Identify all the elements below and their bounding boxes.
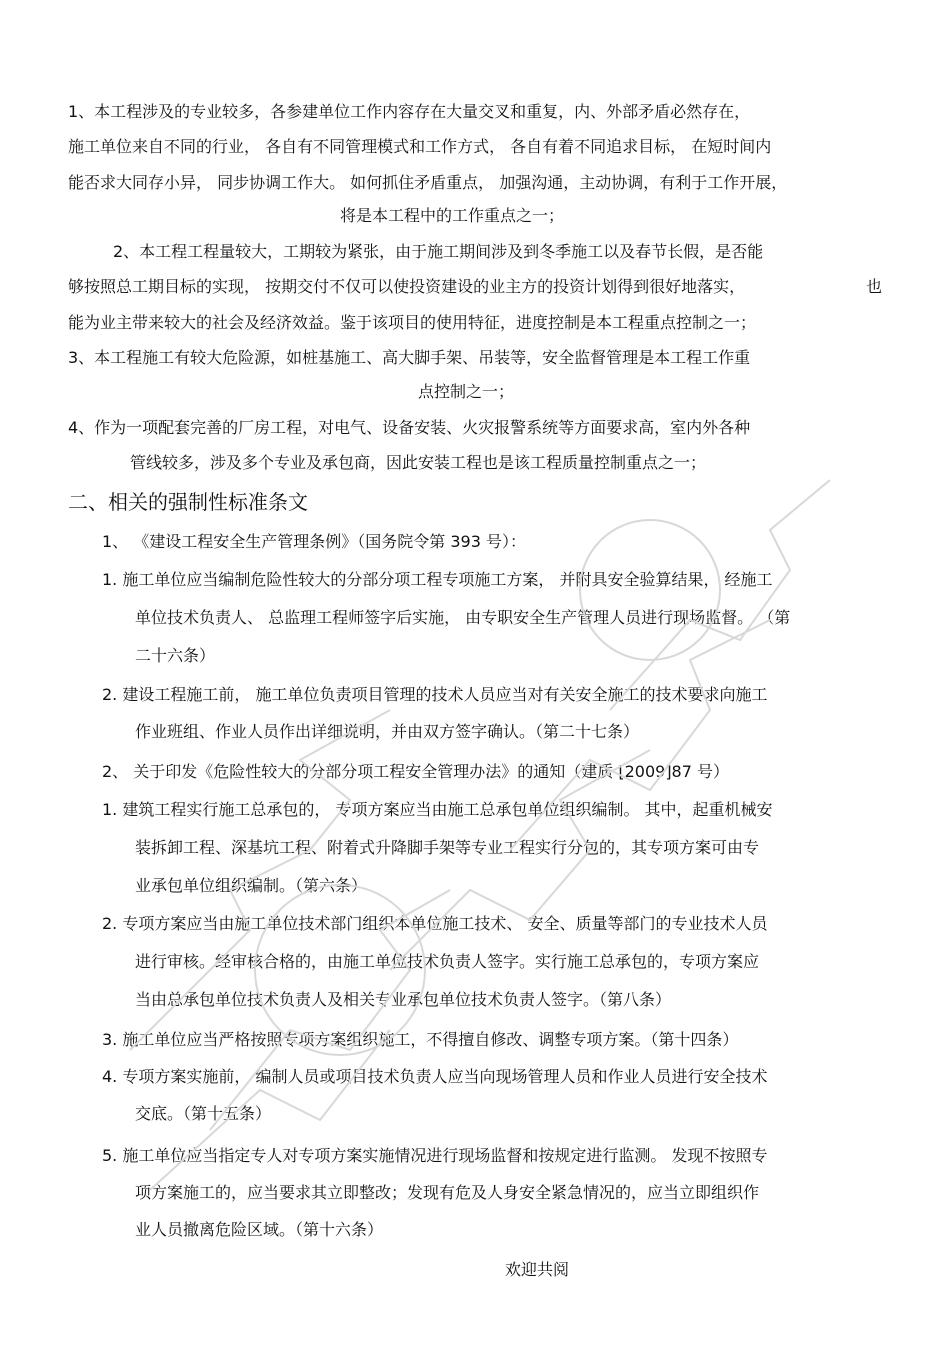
paragraph-line: 施工单位来自不同的行业， 各自有不同管理模式和工作方式， 各自有着不同追求目标， 在短时间内 [68, 137, 772, 156]
list-item-line: 1. 施工单位应当编制危险性较大的分部分项工程专项施工方案， 并附具安全验算结果， 经施工 [102, 570, 773, 589]
paragraph-line: 点控制之一； [418, 382, 515, 401]
section-heading: 二、相关的强制性标准条文 [68, 490, 308, 514]
paragraph-line: 将是本工程中的工作重点之一； [340, 206, 565, 225]
paragraph-line: 够按照总工期目标的实现， 按期交付不仅可以使投资建设的业主方的投资计划得到很好地落实， [68, 277, 746, 296]
paragraph-line: 4、作为一项配套完善的厂房工程，对电气、设备安装、火灾报警系统等方面要求高，室内外各种 [68, 418, 751, 437]
list-item-line: 2. 专项方案应当由施工单位技术部门组织本单位施工技术、 安全、质量等部门的专业技术人员 [102, 914, 768, 933]
list-item-line: 项方案施工的，应当要求其立即整改；发现有危及人身安全紧急情况的，应当立即组织作 [135, 1183, 760, 1202]
paragraph-line: 管线较多，涉及多个专业及承包商，因此安装工程也是该工程质量控制重点之一； [130, 453, 707, 472]
list-item-line: 作业班组、作业人员作出详细说明，并由双方签字确认。（第二十七条） [135, 722, 640, 741]
page-footer: 欢迎共阅 [505, 1260, 570, 1279]
list-item-line: 交底。（第十五条） [135, 1104, 272, 1123]
list-item-line: 装拆卸工程、深基坑工程、附着式升降脚手架等专业工程实行分包的，其专项方案可由专 [135, 838, 760, 857]
list-item-line: 2. 建设工程施工前， 施工单位负责项目管理的技术人员应当对有关安全施工的技术要求向施工 [102, 685, 768, 704]
subsection-title: 1、 《建设工程安全生产管理条例》（国务院令第 393 号）： [102, 532, 526, 551]
list-item-line: 3. 施工单位应当严格按照专项方案组织施工，不得擅自修改、调整专项方案。（第十四条） [102, 1030, 739, 1049]
list-item-line: 进行审核。经审核合格的，由施工单位技术负责人签字。实行施工总承包的，专项方案应 [135, 952, 760, 971]
list-item-line: 1. 建筑工程实行施工总承包的， 专项方案应当由施工总承包单位组织编制。 其中，起重机械安 [102, 800, 773, 819]
paragraph-line: 2、本工程工程量较大，工期较为紧张，由于施工期间涉及到冬季施工以及春节长假，是否能 [113, 242, 764, 261]
list-item-line: 二十六条） [135, 646, 216, 665]
list-item-line: 4. 专项方案实施前， 编制人员或项目技术负责人应当向现场管理人员和作业人员进行安全技术 [102, 1067, 768, 1086]
list-item-line: 业承包单位组织编制。（第六条） [135, 876, 368, 895]
paragraph-line: 能否求大同存小异， 同步协调工作大。 如何抓住矛盾重点， 加强沟通，主动协调，有利于工作开展， [68, 173, 788, 192]
list-item-line: 当由总承包单位技术负责人及相关专业承包单位技术负责人签字。（第八条） [135, 990, 672, 1009]
subsection-title: 2、 关于印发《危险性较大的分部分项工程安全管理办法》的通知（建质 [2009]87 号） [102, 762, 730, 781]
paragraph-line: 能为业主带来较大的社会及经济效益。鉴于该项目的使用特征，进度控制是本工程重点控制之一； [68, 313, 757, 332]
paragraph-line: 1、本工程涉及的专业较多，各参建单位工作内容存在大量交叉和重复，内、外部矛盾必然存在， [68, 102, 751, 121]
list-item-line: 业人员撤离危险区域。（第十六条） [135, 1220, 384, 1239]
list-item-line: 单位技术负责人、 总监理工程师签字后实施， 由专职安全生产管理人员进行现场监督。 （第 [135, 608, 791, 627]
paragraph-line: 也 [866, 277, 883, 296]
list-item-line: 5. 施工单位应当指定专人对专项方案实施情况进行现场监督和按规定进行监测。 发现不按照专 [102, 1146, 768, 1165]
paragraph-line: 3、本工程施工有较大危险源，如桩基施工、高大脚手架、吊装等，安全监督管理是本工程工作重 [68, 348, 751, 367]
